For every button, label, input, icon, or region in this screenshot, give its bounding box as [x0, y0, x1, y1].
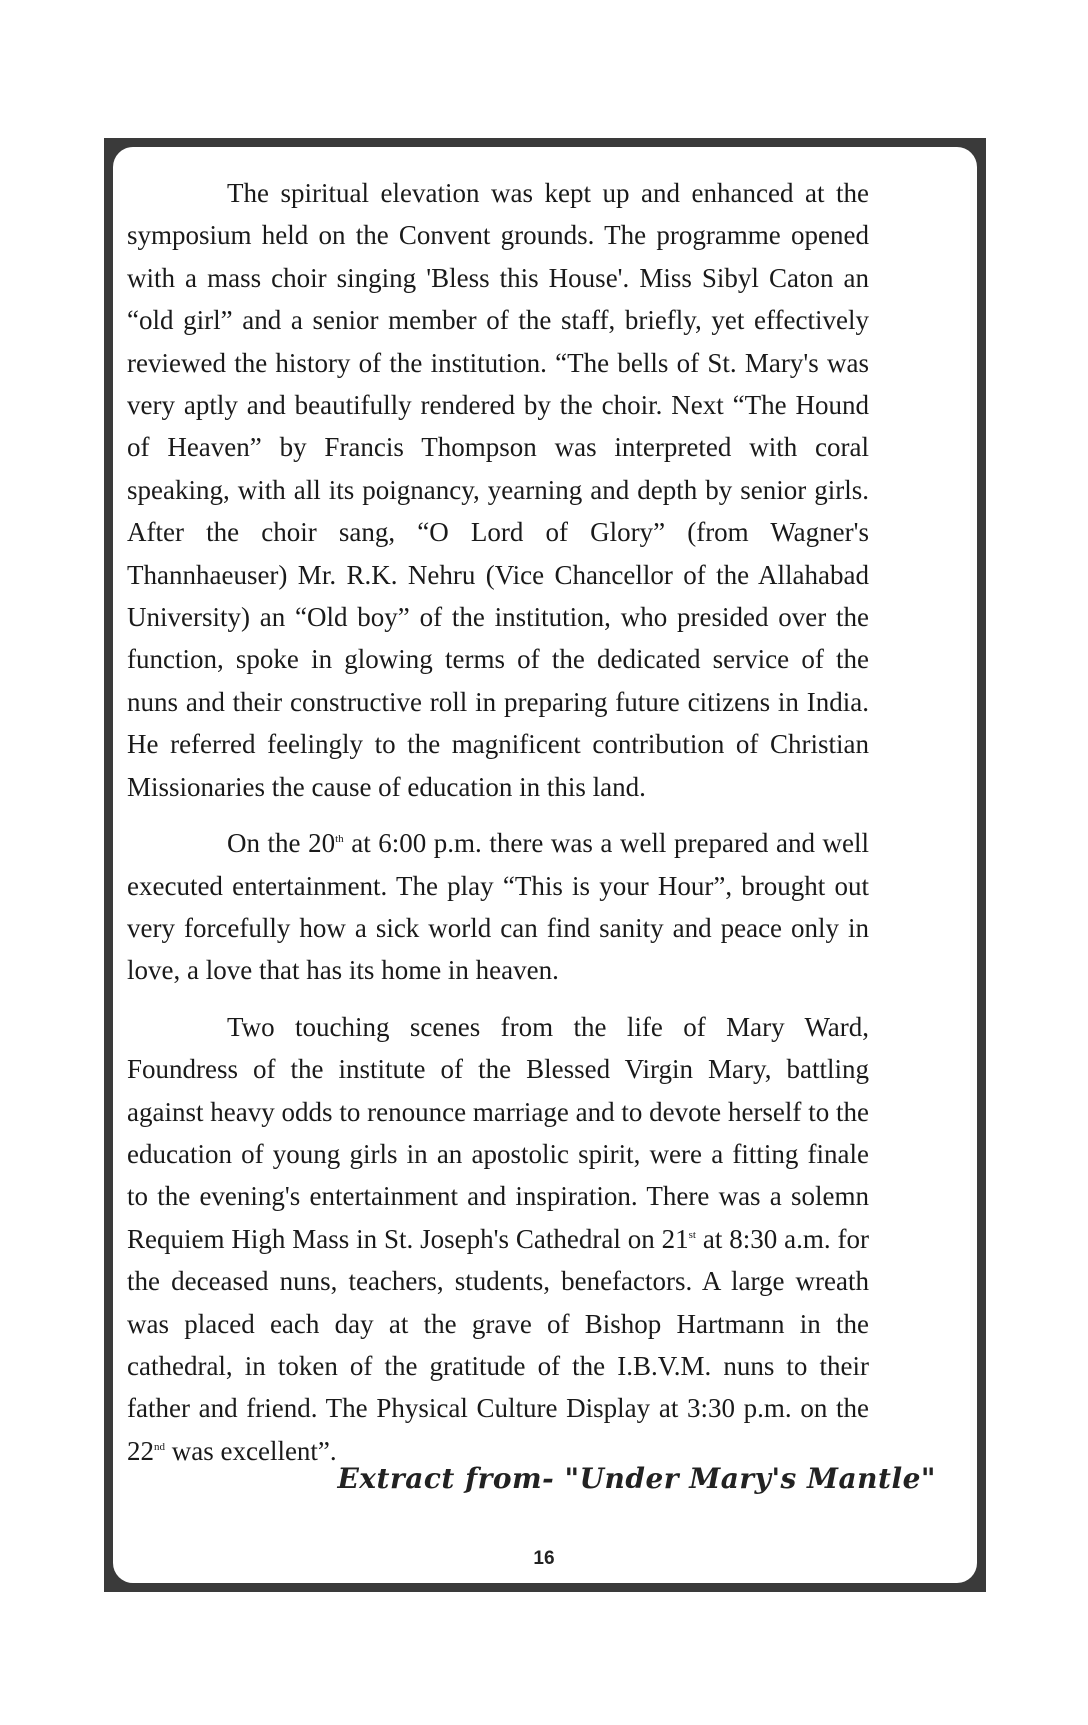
paragraph-2 — [127, 822, 869, 992]
paragraph-3-part-a: Two touching scenes from the life of Mary Ward, Foundress of the institute of the Blessed Virgin Mary, battling against heavy odds to renounce marriage and to devote herself to the education of young girls in an apostolic spirit, were a fitting finale to the evening's entertainment and inspiration. There was a solemn Requiem High Mass in St. Joseph's Cathedral on 21 — [127, 1011, 869, 1254]
page-number: 16 — [533, 1548, 555, 1569]
paragraph-2-part-a: On the 20 — [227, 828, 336, 859]
source-attribution: Extract from- "Under Mary's Mantle" — [337, 1462, 936, 1495]
ordinal-suffix: th — [335, 833, 344, 846]
article-body — [127, 172, 869, 1486]
paragraph-2-part-b: at 6:00 p.m. there was a well prepared and well executed entertainment. The play “This is your Hour”, brought out very forcefully how a sick world can find sanity and peace only in love, a love that has its home in heaven. — [127, 828, 870, 986]
paragraph-3-part-b: at 8:30 a.m. for the deceased nuns, teachers, students, benefactors. A large wreath was placed each day at the grave of Bishop Hartmann in the cathedral, in token of the gratitude of the I.B.V.M. nuns to their father and friend. The Physical Culture Display at 3:30 p.m. on the 22 — [127, 1223, 869, 1466]
ordinal-suffix: st — [688, 1228, 696, 1241]
paragraph-1: The spiritual elevation was kept up and enhanced at the symposium held on the Convent grounds. The programme opened with a mass choir singing 'Bless this House'. Miss Sibyl Caton an “old girl” and a senior member of the staff, briefly, yet effectively reviewed the history of the institution. “The bells of St. Mary's was very aptly and beautifully rendered by the choir. Next “The Hound of Heaven” by Francis Thompson was interpreted with coral speaking, with all its poignancy, yearning and depth by senior girls. After the choir sang, “O Lord of Glory” (from Wagner's Thannhaeuser) Mr. R.K. Nehru (Vice Chancellor of the Allahabad University) an “Old boy” of the institution, who presided over the function, spoke in glowing terms of the dedicated service of the nuns and their constructive roll in preparing future citizens in India. He referred feelingly to the magnificent contribution of Christian Missionaries the cause of education in this land. — [127, 178, 869, 802]
ordinal-suffix: nd — [154, 1440, 165, 1453]
paragraph-3-part-c: was excellent”. — [165, 1435, 337, 1466]
paragraph-3 — [127, 1006, 869, 1472]
